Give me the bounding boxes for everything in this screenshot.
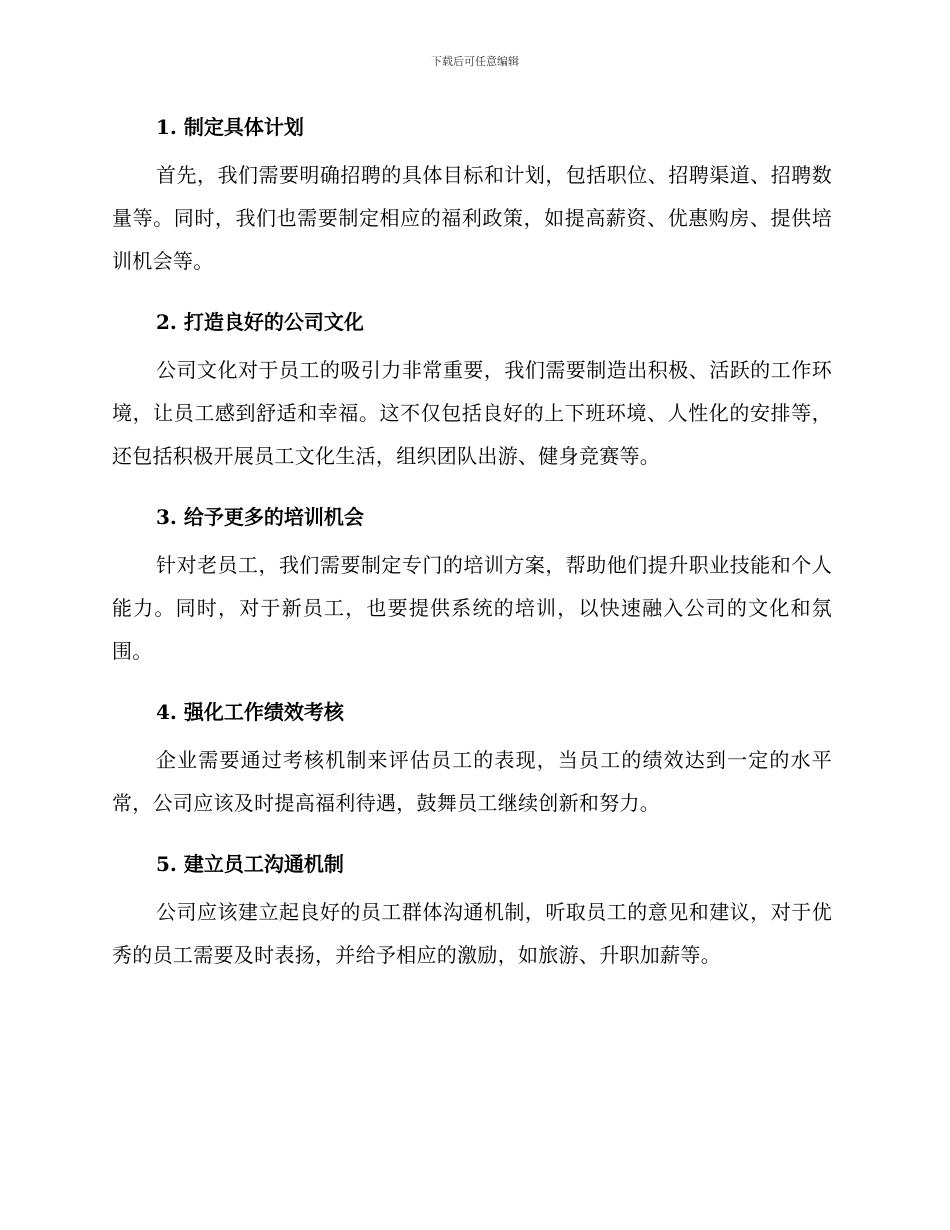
section-paragraph: 公司应该建立起良好的员工群体沟通机制，听取员工的意见和建议，对于优秀的员工需要及时表扬，并给予相应的激励，如旅游、升职加薪等。	[112, 900, 832, 967]
section-2	[112, 307, 832, 478]
section-3	[112, 502, 832, 673]
section-heading: 3. 给予更多的培训机会	[156, 505, 364, 529]
section-paragraph: 首先，我们需要明确招聘的具体目标和计划，包括职位、招聘渠道、招聘数量等。同时，我们也需要制定相应的福利政策，如提高薪资、优惠购房、提供培训机会等。	[112, 163, 832, 273]
section-paragraph: 企业需要通过考核机制来评估员工的表现，当员工的绩效达到一定的水平常，公司应该及时提高福利待遇，鼓舞员工继续创新和努力。	[112, 748, 832, 815]
section-heading: 1. 制定具体计划	[156, 115, 304, 139]
section-4	[112, 697, 832, 825]
document-body	[112, 112, 832, 977]
section-5	[112, 849, 832, 977]
section-heading: 5. 建立员工沟通机制	[156, 852, 344, 876]
section-heading: 2. 打造良好的公司文化	[156, 310, 364, 334]
section-paragraph: 针对老员工，我们需要制定专门的培训方案，帮助他们提升职业技能和个人能力。同时，对于新员工，也要提供系统的培训，以快速融入公司的文化和氛围。	[112, 553, 832, 663]
section-heading: 4. 强化工作绩效考核	[156, 700, 344, 724]
section-paragraph: 公司文化对于员工的吸引力非常重要，我们需要制造出积极、活跃的工作环境，让员工感到舒适和幸福。这不仅包括良好的上下班环境、人性化的安排等，还包括积极开展员工文化生活，组织团队出游、健身竞赛等。	[112, 358, 832, 468]
page-header-note: 下载后可任意编辑	[431, 55, 519, 68]
section-1	[112, 112, 832, 283]
